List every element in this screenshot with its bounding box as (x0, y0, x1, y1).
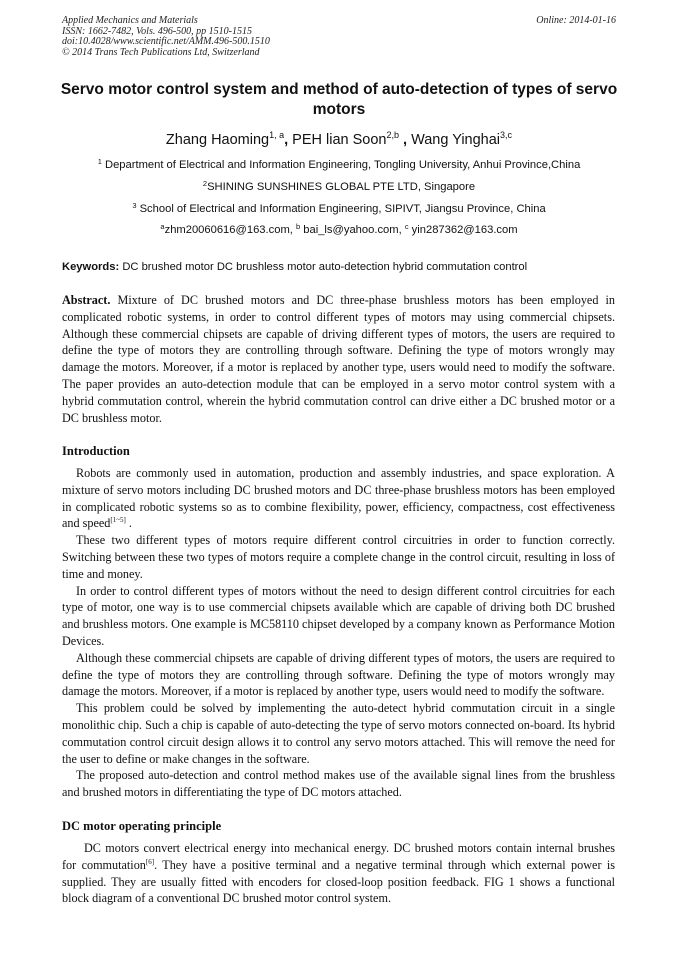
email-sup: c (404, 222, 409, 231)
affiliation-text: Department of Electrical and Information Engineering, Tongling University, Anhui Province,China (104, 159, 581, 171)
email-sup: b (296, 222, 301, 231)
journal-copyright: © 2014 Trans Tech Publications Ltd, Switzerland (62, 46, 260, 58)
affiliation-sup: 3 (132, 201, 137, 210)
journal-name: Applied Mechanics and Materials (62, 15, 198, 26)
paragraph: DC motors convert electrical energy into mechanical energy. DC brushed motors contain internal brushes for commutation[6]. They have a positive terminal and a negative terminal through which external power is supplied. They are usually fitted with encoders for closed-loop position feedback. FIG 1 shows a functional block diagram of a conventional DC brushed motor control system. (62, 841, 615, 906)
paragraph: The proposed auto-detection and control method makes use of the available signal lines from the brushless and brushed motors in differentiating the type of DC motors attached. (62, 768, 615, 800)
online-date: Online: 2014-01-16 (536, 15, 616, 26)
email-link[interactable]: yin287362@163.com (411, 224, 518, 236)
paragraph: Robots are commonly used in automation, production and assembly industries, and space exploration. A mixture of servo motors including DC brushed motors and DC three-phase brushless motors has been employed in complicated robotic systems so as to combine flexibility, power, efficiency, compactness, cost effectiveness and speed[1~5] . (62, 466, 615, 531)
keywords-text: DC brushed motor DC brushless motor auto-detection hybrid commutation control (122, 261, 528, 273)
journal-issn: ISSN: 1662-7482, Vols. 496-500, pp 1510-1515 (62, 25, 252, 37)
affiliation (40, 202, 638, 216)
author-sup: 2,b (386, 130, 399, 140)
author-sup: 3,c (500, 130, 513, 140)
citation: [1~5] (110, 516, 126, 525)
paragraph: In order to control different types of motors without the need to design different control circuitries for each type of motor, one way is to use commercial chipsets available which are capable of driving both DC brushed and brushless motors. One example is MC58110 chipset developed by a company known as Performance Motion Devices. (62, 583, 615, 648)
abstract-label: Abstract. (62, 293, 111, 307)
paragraph: These two different types of motors require different control circuitries in order to function correctly. Switching between these two types of motors require a complete change in the control circuit, resulting in loss of time and money. (62, 533, 615, 581)
paragraph: This problem could be solved by implementing the auto-detect hybrid commutation circuit in a single monolithic chip. Such a chip is capable of auto-detecting the type of servo motors connected on-board. Its hybrid commutation control circuit design allows it to control any servo motors attached. This will remove the need for the user to define or make changes in the software. (62, 701, 615, 766)
author-list: Zhang Haoming$^{1, a}$, PEH lian Soon$^{2,b}$ , Wang Yinghai$^{3,c}$ (165, 130, 513, 148)
affiliation-text: SHINING SUNSHINES GLOBAL PTE LTD, Singapore (207, 181, 476, 193)
journal-doi: doi:10.4028/www.scientific.net/AMM.496-500.1510 (62, 36, 270, 48)
affiliation-sup: 1 (97, 157, 102, 166)
author-name: Zhang Haoming (165, 132, 270, 148)
affiliation (40, 158, 638, 172)
abstract (62, 292, 615, 426)
email-list (40, 223, 638, 237)
abstract-text: Mixture of DC brushed motors and DC three-phase brushless motors has been employed in complicated robotic systems, in order to control different types of motors may using commercial chipsets. Although these commercial chipsets are capable of driving different types of motors, the users are required to define the type of motors they are controlling through software. Defining the type of motors wrongly may damage the motors. Moreover, if a motor is replaced by another type, users would need to modify the software. The paper provides an auto-detection module that can be employed in a servo motor control system with a hybrid commutation control, wherein the hybrid commutation control can drive either a DC brushed motor or a DC brushless motor. (62, 293, 615, 425)
journal-header (62, 16, 270, 58)
dc-section-heading: DC motor operating principle (62, 819, 222, 833)
affiliation-sup: 2 (202, 179, 208, 188)
author-name: Wang Yinghai (411, 132, 501, 148)
keywords (62, 260, 622, 274)
email-link[interactable]: zhm20060616@163.com, (164, 224, 296, 236)
dc-section-body (62, 840, 615, 907)
email-sup: a (160, 222, 165, 231)
author-name: PEH lian Soon (292, 132, 387, 148)
citation: [6] (145, 857, 155, 866)
keywords-label: Keywords: (62, 261, 120, 273)
introduction-body (62, 465, 615, 801)
paragraph: Although these commercial chipsets are capable of driving different types of motors, the users are required to define the type of motors they are controlling through software. Defining the type of motors wrongly may damage the motors. Moreover, if a motor is replaced by another type, users would need to modify the software. (62, 650, 615, 699)
author-sup: 1, a (269, 130, 285, 140)
affiliation (40, 180, 638, 194)
affiliation-text: School of Electrical and Information Engineering, SIPIVT, Jiangsu Province, China (139, 203, 546, 215)
introduction-heading: Introduction (62, 444, 130, 458)
paper-title: Servo motor control system and method of auto-detection of types of servo motors (60, 81, 618, 118)
email-link[interactable]: bai_ls@yahoo.com, (303, 224, 405, 236)
